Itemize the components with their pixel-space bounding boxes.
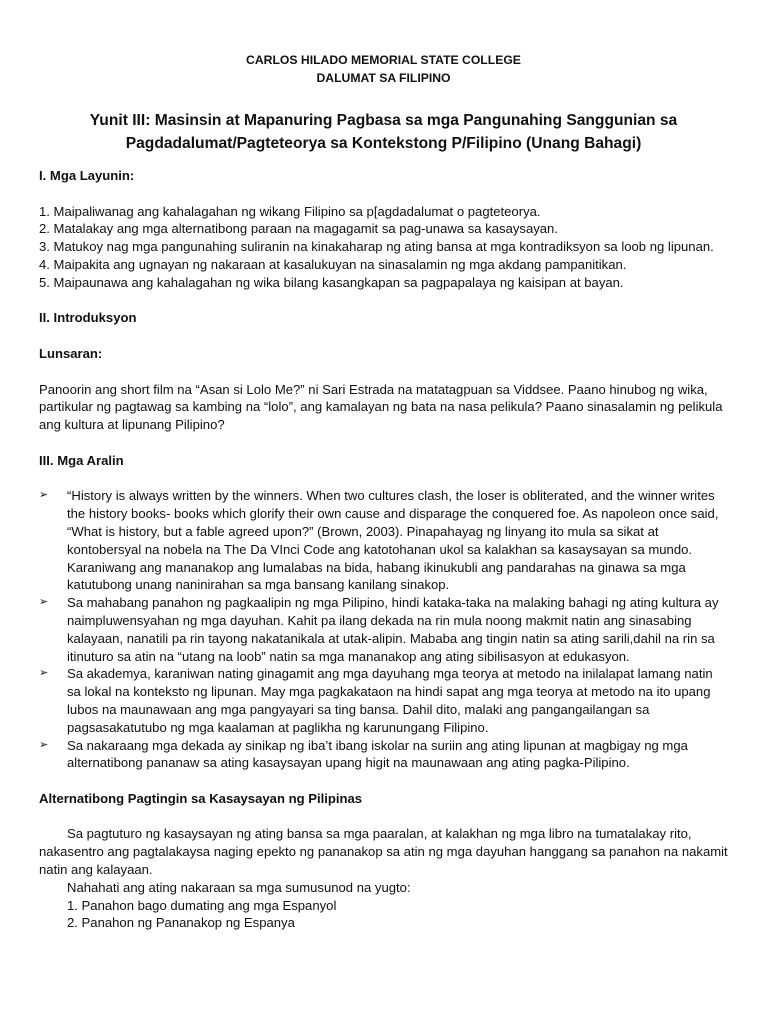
lesson-bullet	[39, 487, 728, 594]
arrow-bullet-icon: ➢	[39, 489, 49, 502]
periods-intro-line: Nahahati ang ating nakaraan sa mga sumusunod na yugto:	[67, 879, 411, 895]
objective-item: 3. Matukoy nag mga pangunahing suliranin na kinakaharap ng ating bansa at mga kontradiksyon sa loob ng lipunan.	[39, 239, 714, 255]
lessons-heading: III. Mga Aralin	[39, 452, 124, 468]
lunsaran-heading: Lunsaran:	[39, 345, 103, 361]
objective-item: 2. Matalakay ang mga alternatibong paraan na magagamit sa pag-unawa sa kasaysayan.	[39, 221, 558, 237]
lesson-bullet-text: Sa nakaraang mga dekada ay sinikap ng iba’t ibang iskolar na suriin ang ating lipunan at magbigay ng mga alternatibong pananaw sa ating kasaysayan upang higit na maunawaan ang ating pagka-Pilipino.	[67, 737, 688, 771]
lesson-bullet-text: “History is always written by the winners. When two cultures clash, the loser is obliterated, and the winner writes the history books- books which glorify their own cause and disparage the conquered foe. As napoleon once said, “What is history, but a fable agreed upon?” (Brown, 2003). Pinapahayag ng linyang ito mula sa sikat at kontobersyal na nobela na The Da VInci Code ang katotohanan ukol sa kalakhan sa kasaysayan sa mundo. Karaniwang ang mananakop ang lumalabas na bida, habang ikinukubli ang pandarahas na ginawa sa mga katutubong unang naninirahan sa mga bansang kanilang sinakop.	[67, 488, 719, 593]
period-item: 1. Panahon bago dumating ang mga Espanyol	[67, 897, 337, 913]
lesson-bullet	[39, 594, 728, 665]
lesson-bullet-text: Sa mahabang panahon ng pagkaalipin ng mga Pilipino, hindi kataka-taka na malaking bahagi ng ating kultura ay naimpluwensyahan ng mga dayuhan. Kahit pa ilang dekada na rin mula noong makmit natin ang sinasabing kalayaan, nanatili pa rin tayong nakatanikala at utak-alipin. Mababa ang tingin natin sa ating sarili,dahil na rin sa itinuturo sa atin na “utang na loob” natin sa mga mananakop ang ating sibilisasyon at edukasyon.	[67, 595, 719, 664]
institution-name: CARLOS HILADO MEMORIAL STATE COLLEGE	[246, 53, 521, 67]
lesson-bullet-text: Sa akademya, karaniwan nating ginagamit ang mga dayuhang mga teorya at metodo na inilalapat lamang natin sa lokal na konteksto ng lipunan. May mga pagkakataon na hindi sapat ang mga teorya at metodo na ito upang lubos na maunawaan ang mga pangyayari sa ting bansa. Dahil dito, malaki ang pangangailangan sa pagsasakatutubo ng mga kaalaman at paglikha ng karunungang Filipino.	[67, 666, 713, 735]
objectives-heading: I. Mga Layunin:	[39, 168, 135, 183]
introduction-text: Panoorin ang short film na “Asan si Lolo Me?” ni Sari Estrada na matatagpuan sa Viddsee. Paano hinubog ng wika, partikular ng pagtawag sa kambing na “lolo”, ang kamalayan ng bata na nasa pelikula? Paano sinasalamin ng pelikula ang kultura at lipunang Pilipino?	[39, 381, 723, 433]
lessons-bullet-list	[39, 487, 728, 772]
lesson-bullet	[39, 737, 728, 773]
alternative-history-paragraph: Sa pagtuturo ng kasaysayan ng ating bansa sa mga paaralan, at kalakhan ng mga libro na tumatalakay rito, nakasentro ang pagtalakaysa naging epekto ng pananakop sa atin ng mga dayuhan hanggang sa panahon na nakamit natin ang kalayaan.	[39, 826, 728, 878]
lesson-bullet	[39, 665, 728, 736]
period-item: 2. Panahon ng Pananakop ng Espanya	[67, 915, 295, 931]
course-name: DALUMAT SA FILIPINO	[316, 70, 451, 85]
unit-title: Yunit III: Masinsin at Mapanuring Pagbasa sa mga Pangunahing Sanggunian sa Pagdadalumat/Pagteteorya sa Kontekstong P/Filipino (Unang Bahagi)	[89, 112, 678, 152]
objective-item: 1. Maipaliwanag ang kahalagahan ng wikang Filipino sa p[agdadalumat o pagteteorya.	[39, 203, 541, 219]
objectives-list	[39, 203, 728, 292]
objective-item: 5. Maipaunawa ang kahalagahan ng wika bilang kasangkapan sa pagpapalaya ng kaisipan at bayan.	[39, 274, 624, 290]
introduction-heading: II. Introduksyon	[39, 310, 137, 326]
alternative-history-heading: Alternatibong Pagtingin sa Kasaysayan ng Pilipinas	[39, 790, 363, 806]
arrow-bullet-icon: ➢	[39, 596, 49, 609]
arrow-bullet-icon: ➢	[39, 738, 49, 751]
arrow-bullet-icon: ➢	[39, 667, 49, 680]
objective-item: 4. Maipakita ang ugnayan ng nakaraan at kasalukuyan na sinasalamin ng mga akdang pampanitikan.	[39, 256, 627, 272]
